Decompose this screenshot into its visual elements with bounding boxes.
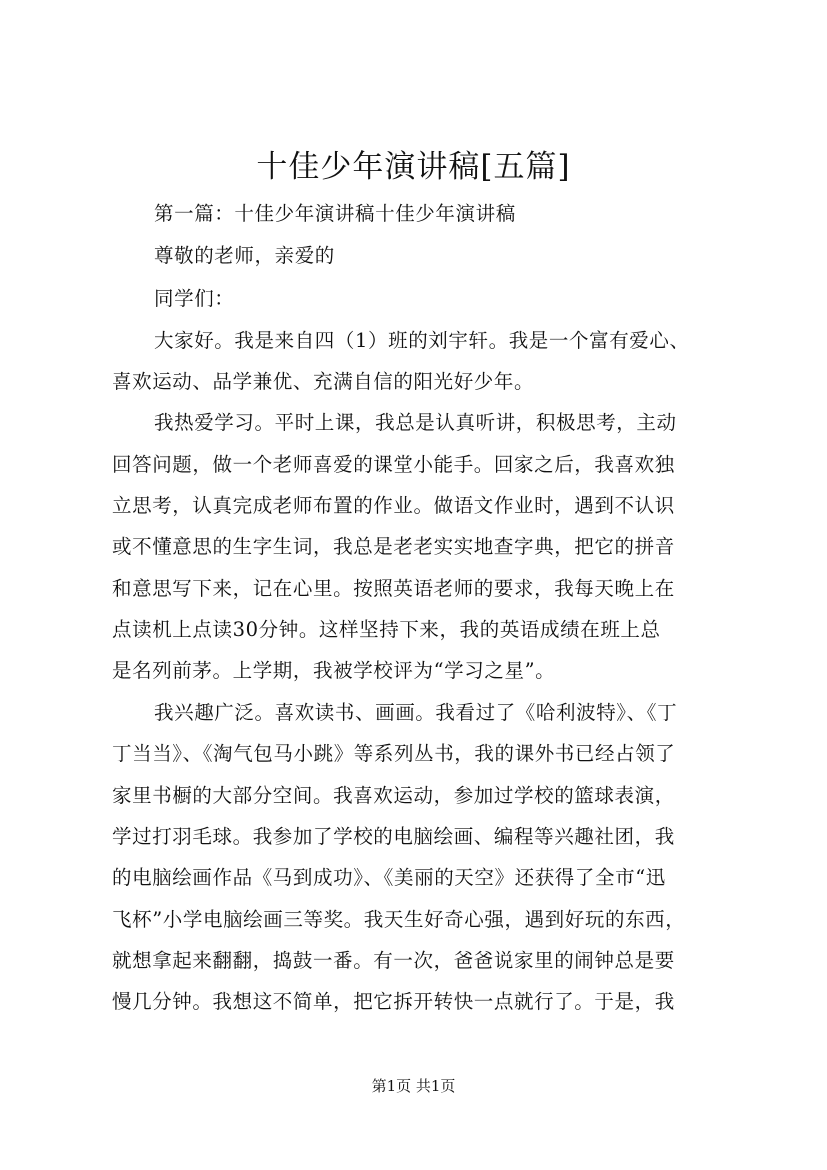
paragraph-1-line-2: 喜欢运动、品学兼优、充满自信的阳光好少年。	[112, 370, 535, 393]
paragraph-3-line-7: 就想拿起来翻翻，捣鼓一番。有一次，爸爸说家里的闹钟总是要	[112, 949, 675, 972]
salutation-line-1: 尊敬的老师，亲爱的	[154, 244, 335, 267]
paragraph-2-line-4: 或不懂意思的生字生词，我总是老老实实地查字典，把它的拼音	[112, 535, 675, 558]
paragraph-3-line-5: 的电脑绘画作品《马到成功》、《美丽的天空》还获得了全市“迅	[112, 866, 666, 889]
paragraph-2-line-5: 和意思写下来，记在心里。按照英语老师的要求，我每天晚上在	[112, 577, 675, 600]
paragraph-3-line-6: 飞杯”小学电脑绘画三等奖。我天生好奇心强，遇到好玩的东西，	[112, 908, 686, 931]
paragraph-3-line-8: 慢几分钟。我想这不简单，把它拆开转快一点就行了。于是，我	[112, 990, 675, 1013]
section-heading: 第一篇：十佳少年演讲稿十佳少年演讲稿	[154, 202, 516, 225]
paragraph-2-line-6: 点读机上点读30分钟。这样坚持下来，我的英语成绩在班上总	[112, 618, 661, 641]
paragraph-1-line-1: 大家好。我是来自四（1）班的刘宇轩。我是一个富有爱心、	[154, 329, 690, 352]
paragraph-3-line-1: 我兴趣广泛。喜欢读书、画画。我看过了《哈利波特》、《丁	[154, 701, 678, 724]
paragraph-3-line-3: 家里书橱的大部分空间。我喜欢运动，参加过学校的篮球表演，	[112, 784, 675, 807]
paragraph-2-line-7: 是名列前茅。上学期，我被学校评为“学习之星”。	[112, 659, 556, 682]
page-title: 十佳少年演讲稿[五篇]	[256, 149, 571, 185]
paragraph-2-line-3: 立思考，认真完成老师布置的作业。做语文作业时，遇到不认识	[112, 494, 675, 517]
page-footer: 第1页 共1页	[371, 1077, 456, 1095]
paragraph-2-line-1: 我热爱学习。平时上课，我总是认真听讲，积极思考，主动	[154, 411, 677, 434]
paragraph-3-line-4: 学过打羽毛球。我参加了学校的电脑绘画、编程等兴趣社团，我	[112, 825, 675, 848]
paragraph-3-line-2: 丁当当》、《淘气包马小跳》等系列丛书，我的课外书已经占领了	[112, 742, 676, 765]
salutation-line-2: 同学们：	[154, 287, 235, 310]
paragraph-2-line-2: 回答问题，做一个老师喜爱的课堂小能手。回家之后，我喜欢独	[112, 453, 675, 476]
